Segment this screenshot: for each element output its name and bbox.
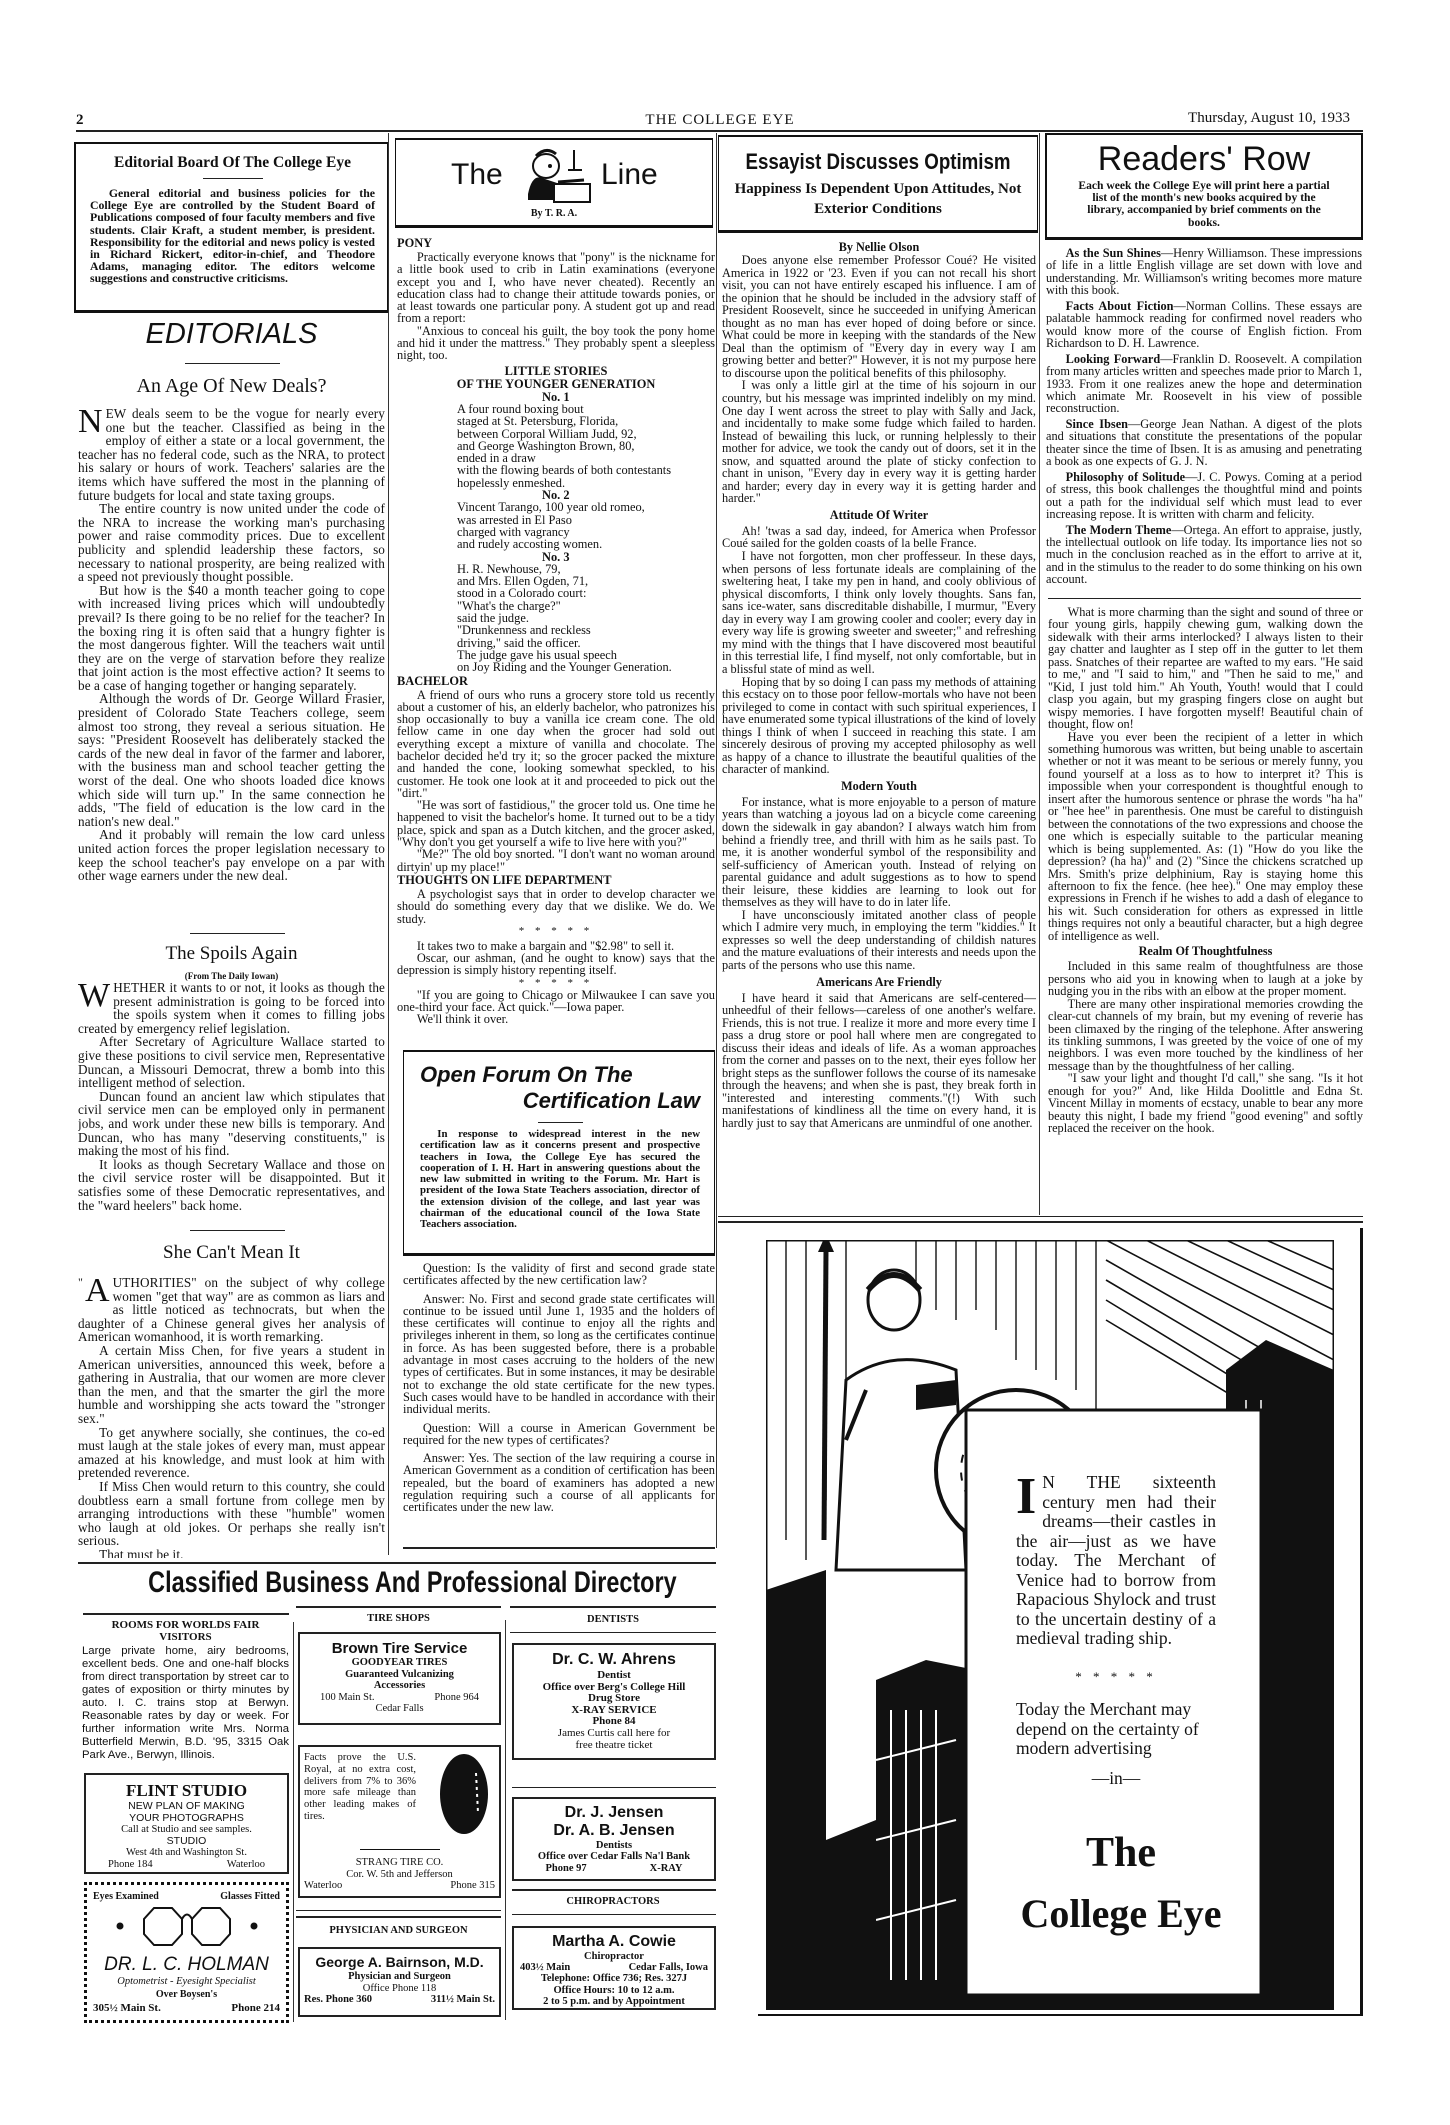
stories-heading: LITTLE STORIES OF THE YOUNGER GENERATION [456,363,656,391]
book-review: Since Ibsen—George Jean Nathan. A digest of the plots and situations that constitute the presentations of the popular theater since the time of Ibsen. It is as amusing and penetrating a book as one expects of G. J. N. [1046,416,1362,469]
the-line-column [397,236,715,1046]
tire-icon [438,1753,490,1835]
story-2: No. 2 Vincent Tarango, 100 year old romeo, was arrested in El Paso charged with vagrancy and rudely accosting women. [457,488,645,552]
issue-date: Thursday, August 10, 1933 [1188,110,1350,126]
readers-row-title: Readers' Row [1097,140,1311,178]
readers-row-box [1045,133,1363,240]
divider [718,1221,1363,1223]
book-title: Looking Forward [1065,351,1161,366]
drop-cap: A [85,1272,110,1309]
chiropractors-heading: CHIROPRACTORS [566,1896,660,1907]
separator-stars: * * * * * [518,924,594,937]
column-divider [388,133,389,1555]
divider [190,1230,285,1231]
divider [538,1122,583,1123]
divider [185,363,280,364]
strang-tire-ad: Facts prove the U.S. Royal, at no extra cost, delivers from 7% to 36% more safe mileage than other leading makes of tires. STRANG TIRE CO. Cor. W. 5th and Jefferson Waterloo Phone 315 [298,1745,501,1898]
column-divider [716,133,717,1548]
article-paragraph: The entire country is now united under the code of the NRA to increase the working man's purchasing power and raise commodity prices. Due to excellent publicity and splendid leadership these factors, so necessary to national prosperity, are being realized with a speed not previously thought possible. [78,501,385,585]
article-headline: An Age Of New Deals? [136,375,327,397]
open-forum-intro: In response to widespread interest in the new certification law as it concerns present and prospective teachers in Iowa, the College Eye has secured the cooperation of I. H. Hart in answering questions about the new law submitted in writing to the Forum. Mr. Hart is president of the Iowa State Teachers association, director of the extension division of the college, and last year was chairman of the educational council of the Iowa State Teachers association. [420,1128,700,1231]
article-headline: She Can't Mean It [163,1242,300,1263]
article-paragraph: NEW deals seem to be the vogue for nearly every one but the teacher. Classified as being in the employ of either a state or a local government, the teacher has no federal code, such as the NRA, to protect his salary or hours of work. Teachers' salaries are the items which have suffered the most in the planning of future budgets for local and state taxing groups. [78,403,385,503]
essay-paragraph: Included in this same realm of thoughtfulness are those persons who aid you in knowing when to laugh at a joke by nudging you in the ribs with an elbow at the proper moment. [1048,959,1363,999]
article-paragraph: A certain Miss Chen, for five years a student in American universities, announced this week, before a gathering in Australia, that our women are more clever than the men, and that the smarter the girl the more humble and worshipping she acts toward the "stronger sex." [78,1342,385,1426]
ahrens-dentist-ad: Dr. C. W. Ahrens Dentist Office over Berg's College Hill Drug Store X-RAY SERVICE Phone 84 James Curtis call here for free theatre ticket [512,1643,716,1760]
book-review: Looking Forward—Franklin D. Roosevelt. A compilation from many articles written and speeches made prior to March 1, 1933. From it one realizes anew the hope and determination which animate Mr. Roosevelt in his view of possible reconstruction. [1046,351,1362,416]
ad-paragraph: Today the Merchant may depend on the certainty of modern advertising [1016,1699,1199,1758]
open-forum-box [403,1050,715,1256]
essay-paragraph: What is more charming than the sight and sound of three or four young girls, happily chewing gum, walking down the sidewalk with their arms interlocked? I always listen to their gay chatter and laughter as I step off in the gutter to let them pass. Snatches of their repartee are wafted to my ears. "He said to me," and "I said to him," and "Then he said to me," and "Kid, I just told him." Ah Youth, Youth! would that I could clasp you again, but my grasping fingers close on aught but wispy memories. I have forgotten myself! Beautiful chain of thought, flow on! [1048,606,1363,732]
editorial-board-title: Editorial Board Of The College Eye [114,154,351,171]
divider [203,178,263,179]
open-forum-title: Open Forum On The Certification Law [420,1062,700,1113]
physician-heading: PHYSICIAN AND SURGEON [329,1925,468,1936]
drop-cap: W [78,977,111,1014]
essay-paragraph: I have unconsciously imitated another class of people which I admire very much, in employing the term "kiddies." It expresses so well the deep understanding of childish natures and the mature evaluations of their interests and needs upon the parts of the persons who use this name. [722,907,1036,972]
column-paragraph: It takes two to make a bargain and "$2.98" to sell it. [416,938,675,953]
essay-headline-box [718,135,1038,233]
essay-paragraph: I was only a little girl at the time of his sojourn in our country, but his message was imprinted indelibly on my mind. One day I went across the street to play with Sally and Jack, and incidentally to make some fudge which failed to harden. Instead of bewailing this luck, or running helplessly to their mother for advice, we took the candy out of doors, set it in the snow, and squatted around the plate of sticky confection to chant in unison, "Every day in every way it is getting harder and harder; every day in every way it is getting harder and harder." [722,378,1036,506]
essay-paragraph: For instance, what is more enjoyable to a person of mature years than watching a joyous lad on a bicycle come careening down the sidewalk in gay abandon? I always watch him from behind a friendly tree, and thrill with him as he sails past. To me, it is another wonderful symbol of the responsibility and self-sufficiency of American youth. Instead of relying on parental guidance and adult suggestions as to how to spend their leisure, these kiddies are learning to look out for themselves as they will have to do in later life. [722,794,1036,910]
ad-stars: * * * * * [1075,1668,1157,1684]
column-divider [1039,133,1040,1215]
drop-cap: I [1016,1468,1037,1525]
section-head: THOUGHTS ON LIFE DEPARTMENT [397,872,612,887]
paper-name: THE COLLEGE EYE [645,112,795,128]
readers-row-reviews [1046,247,1362,597]
divider [190,933,285,934]
ad-in: —in— [1091,1767,1141,1788]
column-paragraph: "He was sort of fastidious," the grocer told us. One time he happened to visit the bachelor's home. It turned out to be a tidy place, spick and span as a Dutch kitchen, and the grocer asked, "Why don't you get yourself a wife to live here with you?" [397,798,715,850]
essay-paragraph: "I saw your light and thought I'd call," she sang. "Is it hot enough for you?" And, like Hilda Doolittle and Edna St. Vincent Millay in moments of ecstacy, unable to bear any more beauty this night, I bade my friend "good evening" and softly replaced the receiver on the hook. [1048,1071,1363,1136]
essay-subhead: Americans Are Friendly [816,974,942,989]
divider [296,1916,501,1918]
typing-columnist-cartoon-icon [514,144,594,210]
essay-paragraph: Does anyone else remember Professor Coué? He visited America in 1922 or '23. Even if you can not recall his short visit, you can not have entirely escaped his influence. I am of the opinion that he should be included in the advsiory staff of President Roosevelt, since he succeeded in unifying American thought as no man has ever hoped of doing before or since. What could be more in keeping with the standards of the New Deal than the optimism of "Every day in every way I am growing better and better?" However, it is not my purpose here to discourse upon the political benefits of this philosophy. [722,253,1036,380]
article-paragraph: Although the words of Dr. George Willard Frasier, president of Colorado State Teachers college, seem almost too strong, they reveal a serious situation. He says: "President Roosevelt has deliberately stacked the cards of the new deal in favor of the farmer and laborer, with the business man and school teacher getting the worst of the deal. One who shoots loaded dice knows which side will turn up." In the same connection he adds, "The field of education is the low card in the nation's new deal." [78,691,385,829]
column-divider [293,1622,294,2022]
page-number: 2 [76,112,84,128]
rooms-listing [82,1619,289,1762]
editorial-board-box [74,142,388,313]
divider [296,1910,501,1911]
the-line-title-left: The [451,158,503,191]
divider [512,1914,716,1915]
divider [78,1562,716,1564]
divider [1048,598,1361,599]
divider [510,1606,716,1608]
book-title: Since Ibsen [1065,416,1128,431]
article-new-deals [78,375,385,925]
article-paragraph: After Secretary of Agriculture Wallace started to give these positions to civil service men, Representative Duncan, a Missouri Democrat, threw a bomb into this intelligent method of selection. [78,1034,385,1091]
tire-shops-heading: TIRE SHOPS [367,1613,430,1624]
column-paragraph: A friend of ours who runs a grocery store told us recently about a customer of his, an elderly bachelor, who patronizes his shop occasionally to buy a vanilla ice cream cone. The old fellow came in one day when the grocer had sold out everything except a mixture of vanilla and chocolate. The bachelor decided he'd try it; so the grocer packed the mixture and handed the cone, looking somewhat speckled, to his customer. He took one look at it and proceeded to pick out the "dirt." [397,687,715,800]
article-chen [78,1242,385,1558]
dentists-heading: DENTISTS [587,1614,639,1625]
article-headline: The Spoils Again [165,943,298,964]
story-3: No. 3 H. R. Newhouse, 79, and Mrs. Ellen Ogden, 71, stood in a Colorado court: "What's the charge?" said the judge. "Drunkenness and reckless driving," said the officer. The judge gave his usual speech on Joy Riding and the Younger Generation. [457,549,672,675]
column-paragraph: "Anxious to conceal his guilt, the boy took the pony home and hid it under the mattress." They probably spent a sleepless night, too. [397,323,715,363]
forum-question: Question: Will a course in American Government be required for the new types of certificates? [403,1420,715,1447]
open-forum-qa [403,1262,715,1547]
essay-subtitle: Happiness Is Dependent Upon Attitudes, Not Exterior Conditions [734,181,1022,217]
book-title: The Modern Theme [1065,522,1172,537]
article-paragraph: But how is the $40 a month teacher going to cope with increased living prices which will undoubtedly prevail? Is there going to be no relief for the teacher? In the boxing ring it is often said that a hungry fighter is the most dangerous fighter. Will the teachers wait until they are on the verge of starvation before they realize that joint action is the most effective action? It seems to be a case of hanging together or hanging separately. [78,582,385,693]
divider [83,1613,289,1615]
essay-paragraph: I have not forgotten, mon cher proffesseur. In these days, when persons of less fortunate ideals are complaining of the sweltering heat, I take my pen in hand, and cooly oblivious of physical discomforts, I think only lovely thoughts. Sans fan, sans ice-water, sans discreditable dishabille, I murmur, "Every day in every way I am growing cooler and cooler; every day in every way life is growing sweeter and sweeter;" and refreshing my mind with the things that I have discovered most beautiful in this terrestial life, I find myself, not only comfortable, but in a blissful state of mind as well. [722,549,1036,676]
column-paragraph: "Me?" The old boy snorted. "I don't want no woman around dirtyin' up my place!" [397,847,715,874]
essay-subhead: Attitude Of Writer [829,507,929,522]
essay-continued [1048,606,1363,1216]
essay-paragraph: Ah! 'twas a sad day, indeed, for America when Professor Coué sailed for the golden coasts of la belle France. [722,523,1036,551]
article-paragraph: To get anywhere socially, she continues, the co-ed must laugh at the stale jokes of every man, must appear amazed at his knowledge, and must look at him with pretended reverence. [78,1424,385,1481]
column-paragraph: Oscar, our ashman, (and he ought to know) says that the depression is simply history repenting itself. [397,951,715,978]
article-source: (From The Daily Iowan) [184,971,279,981]
book-review: As the Sun Shines—Henry Williamson. These impressions of life in a little English village are set down with love and understanding. Mr. Williamson's writing becomes more mature with this book. [1046,247,1362,298]
ad-paragraph: I N THE sixteenth century men had their dreams—their castles in the air—just as we have today. The Merchant of Venice had to borrow from Rapacious Shylock and trust to the uncertain destiny of a medieval trading ship. [1016,1468,1216,1648]
drop-cap: N [78,403,103,440]
book-title: Philosophy of Solitude [1065,469,1186,484]
article-paragraph: And it probably will remain the low card unless united action forces the proper legislation necessary to keep the school teacher's pay envelope on a par with other wage earners under the new deal. [78,827,385,884]
the-line-title-right: Line [601,158,658,191]
book-review: The Modern Theme—Ortega. An effort to appraise, justly, the intellectual outlook on life today. Its importance lies not so much in the conclusion reached as in the effort to arrive at it, and in the stimulus to the reader to do some thinking on his own account. [1046,522,1362,587]
masthead-rule [76,130,1363,132]
the-line-header [395,138,713,228]
the-line-byline: By T. R. A. [530,208,578,219]
story-1: No. 1 A four round boxing bout staged at St. Petersburg, Florida, between Corporal William Judd, 92, and George Washington Brown, 80, ended in a draw with the flowing beards of both contestants hopelessly enmeshed. [457,389,672,490]
article-paragraph: That must be it. [99,1546,184,1558]
essay-byline: By Nellie Olson [838,240,920,254]
eyeglasses-icon [102,1904,272,1949]
ad-copy [1016,1468,1216,1788]
column-paragraph: "If you are going to Chicago or Milwaukee I can save you one-third your face. Act quick."—Iowa paper. [397,987,715,1015]
editorial-board-text: General editorial and business policies for the College Eye are controlled by the Student Board of Publications composed of four faculty members and five students. Clair Kraft, a student member, is president. Responsibility for the editorial and news policy is vested in Richard Rickert, editor-in-chief, and Theodore Adams, managing editor. The editors welcome suggestions and constructive criticisms. [90,186,375,286]
essay-title: Essayist Discusses Optimism [745,149,1011,174]
divider [510,1632,716,1633]
article-paragraph: It looks as though Secretary Wallace and those on the civil service roster will be disappointed. But it satisfies some of these Democratic representatives, and the "ward heelers" back home. [78,1156,385,1213]
cowie-chiropractor-ad: Martha A. Cowie Chiropractor 403½ Main Cedar Falls, Iowa Telephone: Office 736; Res. 327J Office Hours: 10 to 12 a.m. 2 to 5 p.m. and by Appointment [512,1926,716,2010]
column-paragraph: A psychologist says that in order to develop character we should do something every day that we dislike. We do. We study. [397,886,715,926]
essay-paragraph: Hoping that by so doing I can pass my methods of attaining this ecstacy on to those poor fellow-mortals who have not been privileged to come in contact with such spiritual experiences, I have enumerated some typical illustrations of the kind of lovely things I think of when I succeed in reaching this state. I am sincerely desirous of proving my accepted philosophy as well as happy of a chance to illustrate the beautiful qualities of the character of mankind. [722,674,1036,777]
editorials-heading: EDITORIALS [145,318,318,350]
section-head: PONY [397,236,433,250]
forum-answer: Answer: No. First and second grade state certificates will continue to be issued until June 1, 1935 and the holders of these certificates will continue to enjoy all the rights and privileges inherent in them, so long as the certificates continue in force. As has been suggested before, there is a probable advantage in most cases accruing to the holders of the new types of certificates. But in some instances, it may be desirable not to exchange the old state certificate for the new types. Such cases would have to be handled in accordance with their individual merits. [403,1291,715,1417]
divider [296,1606,501,1608]
brown-tire-service-ad: Brown Tire Service GOODYEAR TIRES Guaranteed Vulcanizing Accessories 100 Main St. Phone 964 Cedar Falls [298,1632,501,1725]
forum-answer: Answer: Yes. The section of the law requiring a course in American Government as a condition of certification has been repealed, but the board of examiners has adopted a new regulation requiring such a course of all applicants for certificates under the new law. [403,1451,715,1515]
college-eye-advertisement [758,1228,1363,2016]
section-head: BACHELOR [397,673,468,688]
book-review: Philosophy of Solitude—J. C. Powys. Coming at a period of stress, this book challenges the thoughtful mind and points out a path for the individual self which must lead to ever increasing repose. It is written with charm and felicity. [1046,469,1362,522]
separator-stars: * * * * * [518,976,594,989]
essay-subhead: Realm Of Thoughtfulness [1138,944,1273,959]
essay-paragraph: Have you ever been the recipient of a letter in which something humorous was written, but being unable to ascertain whether or not it was meant to be serious or merely funny, you found yourself at a loss as to how to interpret it? This is impossible when your correspondent is thoughtful enough to insert after the humorous sentence or phrase the words "ha ha" or "hee hee" in parenthesis. One must be careful to distinguish between the connotations of the two expressions and choose the one which is especially suitable to the particular meaning which is being supplemented. As: (1) "How do you like the depression? (ha ha)" and (2) "Since the chickens scratched up Mrs. Smith's prize delphinium, Ray is staying home this afternoon to fix the fence. (hee hee)." One may employ these expressions in French if he wishes to add a dash of elegance to his wit. Such consideration for others as expressed in little things requires not only a beautiful character, but a high degree of intelligence as well. [1048,729,1363,943]
article-paragraph: " A UTHORITIES" on the subject of why college women "get that way" are as common as liars and as little noticed as technocrats, but when the daughter of a Chinese general gives her analysis of American womanhood, it is worth remarking. [78,1272,385,1345]
column-paragraph: We'll think it over. [416,1012,509,1027]
essay-paragraph: I have heard it said that Americans are self-centered—unheedful of their fellows—careless of one another's welfare. Friends, this is not true. I realize it more and more every time I pass a drug store or pool hall where men are congregated to discuss their ideas and ideals of life. As a woman approaches from the corner and passes on to the next, their eyes follow her bright steps as the sunflower follows the course of its namesake through the heavens; and when she is past, they break forth in "interested and interesting comments."(!) With such manifestations of kindliness all the time on every hand, it is hardly just to say that Americans are unmindful of one another. [722,990,1036,1130]
forum-question: Question: Is the validity of first and second grade state certificates affected by the new certification law? [403,1262,715,1288]
article-spoils [78,943,385,1218]
column-paragraph: Practically everyone knows that "pony" is the nickname for a little book used to crib in Latin examinations (everyone except you and I, who have never cheated). Recently an education class had to change their attitude towards ponies, or at least towards one particular pony. A student got up and read from a report: [397,250,715,326]
divider [512,1889,716,1891]
rooms-text: Large private home, airy bedrooms, excellent beds. One and one-half blocks from direct transportation by street car to gates of exposition or thirty minutes by auto. I. C. trains stop at Berwyn. Reasonable rates by day or week. For further information write Mrs. Norma Butterfield Merwin, B.D. '95, 3315 Oak Park Ave., Berwyn, Illinois. [82,1645,289,1761]
bairnson-physician-ad: George A. Bairnson, M.D. Physician and Surgeon Office Phone 118 Res. Phone 360 311½ Main St. [298,1947,501,2017]
college-eye-logo: The College Eye [1020,1830,1222,1936]
essay-paragraph: There are many other inspirational memories crowding the clear-cut channels of my brain, but my evening of reverie has been climaxed by the ringing of the telephone. After answering its tinkling summons, I was greeted by the voice of one of my neighbors. I was even more touched by the kindliness of her message than by the thoughtfulness of her calling. [1048,996,1363,1073]
directory-title: Classified Business And Professional Directory [148,1566,677,1599]
book-title: Facts About Fiction [1065,298,1174,313]
article-paragraph: If Miss Chen would return to this country, she could doubtless earn a small fortune from college men by arranging introductions with these "humble" women who laugh at old jokes. Or perhaps she really isn't serious. [78,1478,385,1549]
holman-optometrist-ad: Eyes Examined Glasses Fitted DR. L. C. HOLMAN Optometrist - Eyesight Specialist Over Boysen's 305½ Main St. Phone 214 [84,1882,289,2023]
article-paragraph: WHETHER it wants to or not, it looks as though the present administration is going to be forced into the spoils system when it comes to filling jobs created by emergency relief legislation. [78,977,385,1036]
flint-studio-ad: FLINT STUDIO NEW PLAN OF MAKING YOUR PHOTOGRAPHS Call at Studio and see samples. STUDIO West 4th and Washington St. Phone 184 Waterloo [84,1773,289,1874]
article-paragraph: Duncan found an ancient law which stipulates that civil service men can be employed only in permanent jobs, and work under these new bills is temporary. And Duncan, who has many "deserving constituents," is making the most of his find. [78,1088,385,1159]
essay-column [722,240,1036,1215]
divider [718,1216,1363,1217]
essay-subhead: Modern Youth [841,778,917,793]
divider [403,1547,715,1549]
book-review: Facts About Fiction—Norman Collins. These essays are palatable hammock reading for confirmed novel readers who would know more of the course of English fiction. From Richardson to D. H. Lawrence. [1046,298,1362,351]
book-title: As the Sun Shines [1065,247,1161,260]
column-divider [505,1620,506,2020]
readers-row-intro: Each week the College Eye will print here a partial list of the month's new books acquired by the library, accompanied by brief comments on the books. [1078,179,1330,229]
rooms-heading: ROOMS FOR WORLDS FAIR VISITORS [111,1619,260,1643]
jensen-dentists-ad: Dr. J. Jensen Dr. A. B. Jensen Dentists Office over Cedar Falls Na'l Bank Phone 97 X-RAY [512,1797,716,1881]
divider [512,1787,716,1788]
